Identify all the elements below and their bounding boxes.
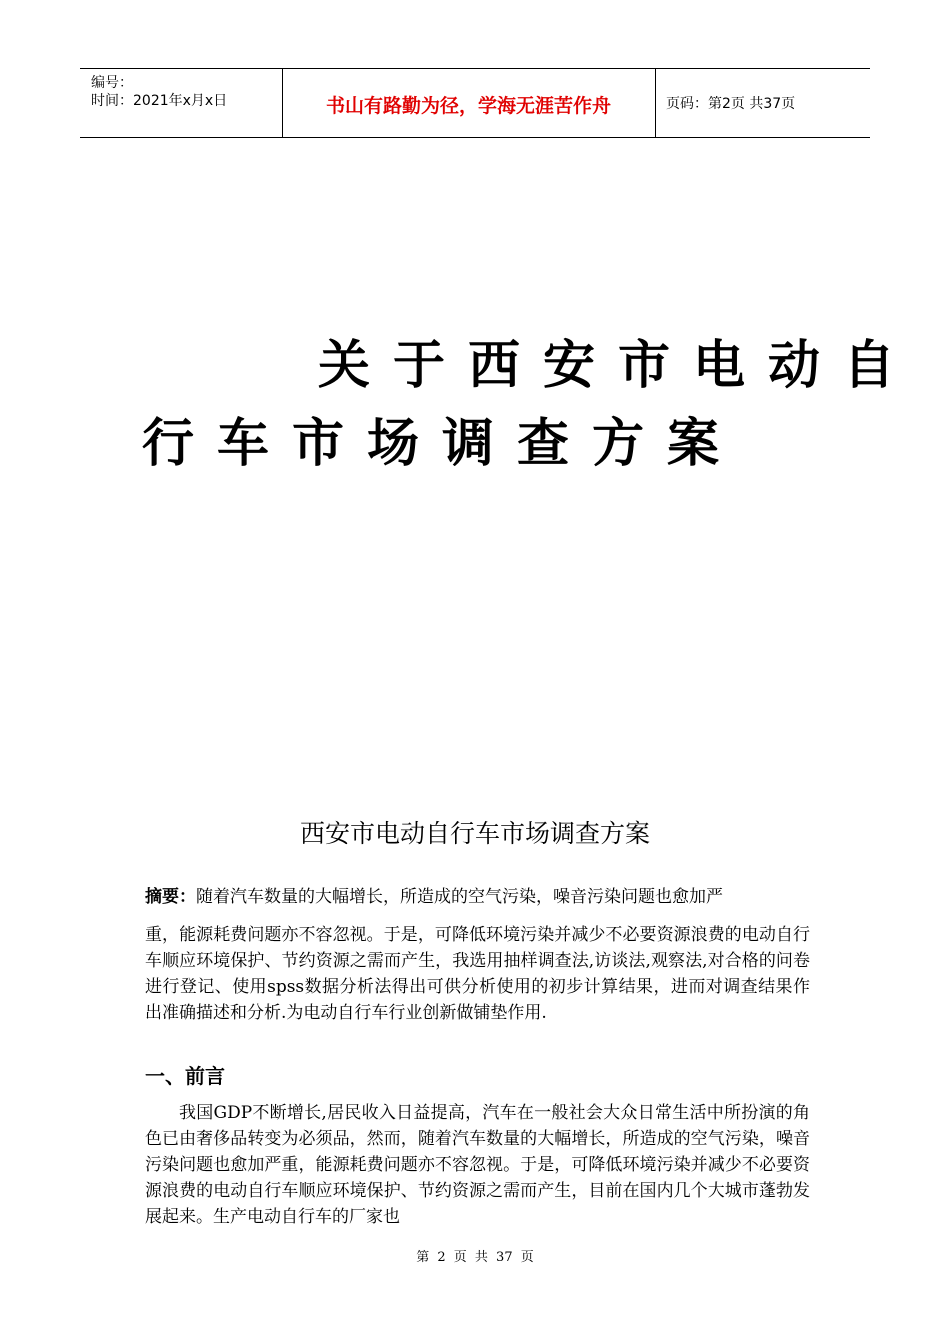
abstract-block — [145, 884, 810, 1026]
abstract-label: 摘要： — [145, 887, 196, 907]
cover-title-line1: 关于西安市电动自 — [318, 335, 919, 396]
header-page-info: 页码：第2页 共37页 — [666, 96, 796, 112]
header-table — [80, 68, 870, 138]
document-number-label: 编号： — [91, 75, 133, 91]
document-time-label: 时间：2021年x月x日 — [91, 93, 228, 109]
footer-page-number: 第 2 页 共 37 页 — [416, 1250, 534, 1265]
section-heading-preface: 一、前言 — [145, 1064, 225, 1088]
preface-paragraph: 我国GDP不断增长,居民收入日益提高，汽车在一般社会大众日常生活中所扮演的角色已由奢侈品转变为必须品，然而，随着汽车数量的大幅增长，所造成的空气污染，噪音污染问题也愈加严重，能源耗费问题亦不容忽视。于是，可降低环境污染并减少不必要资源浪费的电动自行车顺应环境保护、节约资源之需而产生，目前在国内几个大城市蓬勃发展起来。生产电动自行车的厂家也 — [145, 1103, 810, 1227]
abstract-body: 重，能源耗费问题亦不容忽视。于是，可降低环境污染并减少不必要资源浪费的电动自行车顺应环境保护、节约资源之需而产生，我选用抽样调查法,访谈法,观察法,对合格的问卷进行登记、使用spss数据分析法得出可供分析使用的初步计算结果，进而对调查结果作出准确描述和分析.为电动自行车行业创新做铺垫作用. — [145, 925, 810, 1023]
header-motto-cell — [282, 69, 656, 137]
header-motto: 书山有路勤为径，学海无涯苦作舟 — [325, 95, 611, 117]
abstract-first-line — [145, 884, 810, 910]
document-title: 西安市电动自行车市场调查方案 — [299, 819, 650, 848]
cover-title-line2: 行车市场调查方案 — [142, 413, 743, 474]
header-page-cell — [656, 69, 870, 137]
abstract-first-text: 随着汽车数量的大幅增长，所造成的空气污染，噪音污染问题也愈加严 — [196, 887, 723, 907]
header-left-cell — [80, 69, 283, 137]
